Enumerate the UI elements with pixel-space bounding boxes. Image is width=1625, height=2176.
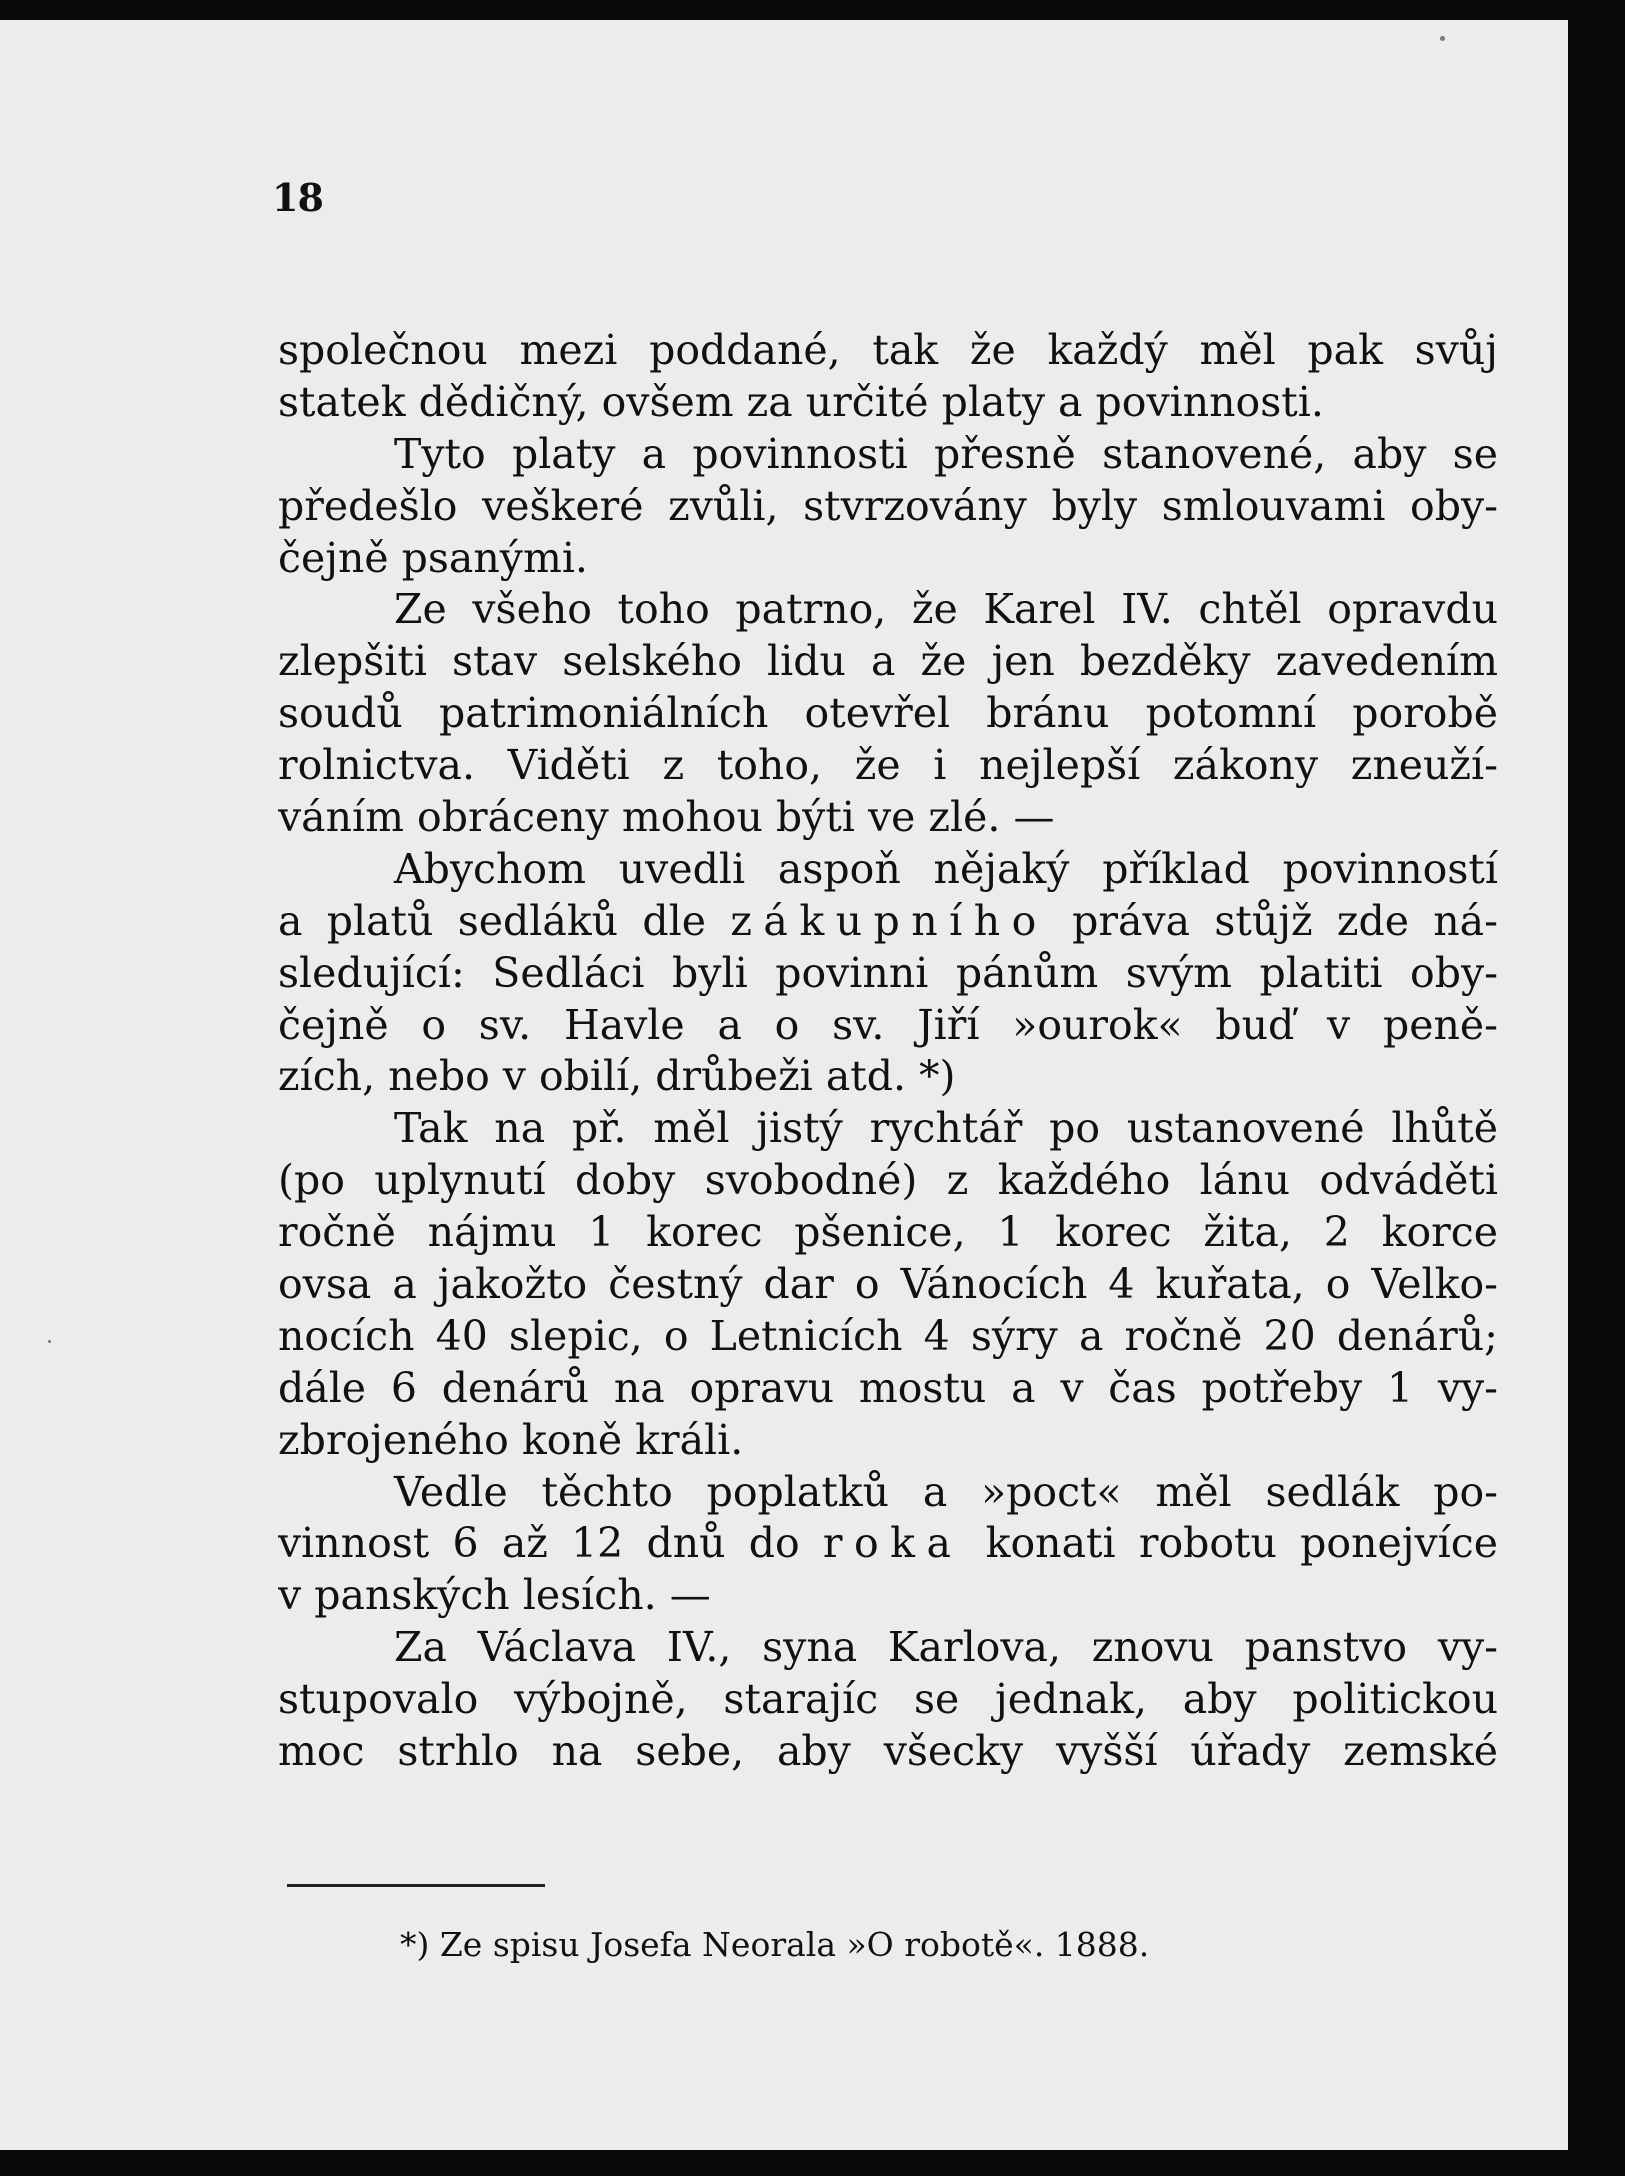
body-text [278,325,1498,1778]
text-line: čejně o sv. Havle a o sv. Jiří »ourok« buď v peně- [278,1000,1498,1049]
text-line: Ze všeho toho patrno, že Karel IV. chtěl opravdu [394,585,1498,634]
text-line: (po uplynutí doby svobodné) z každého lánu odváděti [278,1156,1498,1205]
text-line: soudů patrimoniálních otevřel bránu potomní porobě [278,689,1498,738]
emphasized-term: zákupního [730,896,1048,945]
text-line: předešlo veškeré zvůli, stvrzovány byly smlouvami oby- [278,481,1498,530]
text-line: čejně psanými. [278,533,588,582]
text-line [278,1518,1498,1570]
text-segment: práva stůjž zde ná- [1072,896,1498,945]
text-line: Abychom uvedli aspoň nějaký příklad povinností [394,844,1498,893]
text-line: statek dědičný, ovšem za určité platy a povinnosti. [278,377,1324,426]
text-line: stupovalo výbojně, starajíc se jednak, aby politickou [278,1675,1498,1724]
footnote-rule [287,1884,545,1887]
text-line: ovsa a jakožto čestný dar o Vánocích 4 kuřata, o Velko- [278,1260,1498,1309]
text-line: moc strhlo na sebe, aby všecky vyšší úřady zemské [278,1727,1498,1776]
emphasized-term: roka [822,1519,963,1568]
print-speck [1440,36,1445,41]
scan-border [1568,0,1625,2176]
text-line: sledující: Sedláci byli povinni pánům svým platiti oby- [278,948,1498,997]
text-line: zlepšiti stav selského lidu a že jen bezděky zavedením [278,637,1498,686]
text-line: Tyto platy a povinnosti přesně stanovené, aby se [394,429,1498,478]
text-line: v panských lesích. — [278,1571,711,1620]
text-line: dále 6 denárů na opravu mostu a v čas potřeby 1 vy- [278,1363,1498,1412]
text-line: Vedle těchto poplatků a »poct« měl sedlák po- [394,1467,1498,1516]
print-speck [48,1340,51,1343]
text-segment: konati robotu ponejvíce [985,1519,1498,1568]
text-line: společnou mezi poddané, tak že každý měl pak svůj [278,326,1498,374]
text-line: nocích 40 slepic, o Letnicích 4 sýry a ročně 20 denárů; [278,1311,1498,1360]
text-line: zbrojeného koně králi. [278,1415,744,1464]
text-line: Za Václava IV., syna Karlova, znovu panstvo vy- [394,1623,1498,1672]
text-segment: vinnost 6 až 12 dnů do [278,1519,800,1568]
text-line: Tak na př. měl jistý rychtář po ustanovené lhůtě [394,1104,1498,1153]
footnote: *) Ze spisu Josefa Neorala »O robotě«. 1888. [400,1925,1150,1964]
text-segment: a platů sedláků dle [278,896,707,945]
text-line: rolnictva. Viděti z toho, že i nejlepší zákony zneuží- [278,741,1498,790]
book-page [0,20,1568,2150]
text-line: ročně nájmu 1 korec pšenice, 1 korec žita, 2 korce [278,1208,1498,1257]
text-line: váním obráceny mohou býti ve zlé. — [278,793,1055,842]
page-number: 18 [272,175,323,220]
text-line: zích, nebo v obilí, drůbeži atd. *) [278,1052,956,1101]
text-line [278,896,1498,948]
